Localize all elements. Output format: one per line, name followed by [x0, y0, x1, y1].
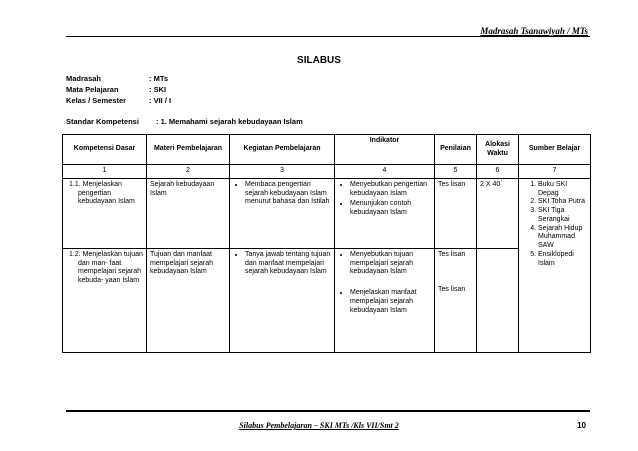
cell-materi: Sejarah kebudayaan Islam — [147, 178, 230, 248]
kegiatan-item: • Membaca pengertian sejarah kebudayaan Islam menurut bahasa dan Istilah — [245, 181, 331, 207]
header-sumber: Sumber Belajar — [519, 135, 591, 165]
indikator-item: • Menyebutkan pengertian kebudayaan Islam — [350, 181, 431, 199]
header-kompetensi-dasar: Kompetensi Dasar — [63, 135, 147, 165]
standar-value: : 1. Memahami sejarah kebudayaan Islam — [156, 117, 303, 126]
header-kegiatan: Kegiatan Pembelajaran — [230, 135, 335, 165]
header-penilaian: Penilaian — [435, 135, 477, 165]
col-number: 7 — [519, 165, 591, 179]
col-number: 3 — [230, 165, 335, 179]
page-number: 10 — [577, 421, 586, 430]
indikator-item: • Menyebutkan tujuan mempelajari sejarah kebudayaan Islam — [350, 251, 431, 277]
table-row — [63, 248, 591, 352]
standar-label: Standar Kompetensi — [66, 117, 139, 126]
header-alokasi: Alokasi Waktu — [477, 135, 519, 165]
meta-label: Kelas / Semester — [66, 96, 127, 105]
indikator-item: • Menunjukan contoh kebudayaan Islam — [350, 200, 431, 218]
table-header-row — [63, 135, 591, 165]
meta-value: : SKI — [149, 85, 167, 94]
col-number: 6 — [477, 165, 519, 179]
meta-label: Mata Pelajaran — [66, 85, 119, 94]
document-title: SILABUS — [297, 55, 341, 66]
footer-divider — [66, 410, 590, 412]
table-row — [63, 178, 591, 248]
cell-kegiatan — [230, 248, 335, 352]
header-indikator: Indikator — [335, 135, 435, 165]
sumber-item: 1. Buku SKI Depag — [538, 181, 587, 199]
penilaian-item: Tes lisan — [438, 250, 466, 258]
footer-title: Silabus Pembelajaran – SKI MTs /Kls VII/Smt 2 — [239, 421, 399, 430]
header-materi: Materi Pembelajaran — [147, 135, 230, 165]
cell-materi: Tujuan dan manfaat mempelajari sejarah kebudayaan Islam — [147, 248, 230, 352]
cell-indikator — [335, 248, 435, 352]
cell-penilaian: Tes lisan — [435, 178, 477, 248]
cell-alokasi — [477, 248, 519, 352]
sumber-item: 2. SKI Toha Putra — [538, 198, 587, 207]
col-number: 5 — [435, 165, 477, 179]
col-number: 1 — [63, 165, 147, 179]
col-number: 4 — [335, 165, 435, 179]
cell-kegiatan — [230, 178, 335, 248]
cell-indikator — [335, 178, 435, 248]
cell-kd — [63, 248, 147, 352]
table-number-row — [63, 165, 591, 179]
penilaian-item: Tes lisan — [438, 285, 466, 293]
header-divider — [66, 36, 590, 37]
silabus-table — [62, 134, 591, 353]
kd-text: 1.1. Menjelaskan pengertian kebudayaan Islam — [69, 180, 135, 206]
kd-text: 1.2. Menjelaskan tujuan dan man- faat mempelajari sejarah kebuda- yaan Islam — [69, 250, 143, 284]
cell-kd — [63, 178, 147, 248]
sumber-item: 3. SKI Tiga Serangkai — [538, 207, 587, 225]
meta-label: Madrasah — [66, 74, 102, 83]
kegiatan-item: • Tanya jawab tentang tujuan dan manfaat mempelajari sejarah kebudayaan Islam — [245, 251, 331, 277]
cell-penilaian — [435, 248, 477, 352]
indikator-item: • Menjelaskan manfaat mempelajari sejarah kebudayaan Islam — [350, 289, 431, 315]
sumber-item: 4. Sejarah Hidup Muhammad SAW — [538, 225, 587, 251]
header-title: Madrasah Tsanawiyah / MTs — [480, 26, 588, 36]
standar-kompetensi — [66, 117, 303, 126]
cell-sumber — [519, 178, 591, 352]
col-number: 2 — [147, 165, 230, 179]
meta-value: : MTs — [149, 74, 169, 83]
sumber-item: 5. Ensiklopedi Islam — [538, 251, 587, 269]
cell-alokasi: 2 X 40΄ — [477, 178, 519, 248]
meta-value: : VII / I — [149, 96, 172, 105]
